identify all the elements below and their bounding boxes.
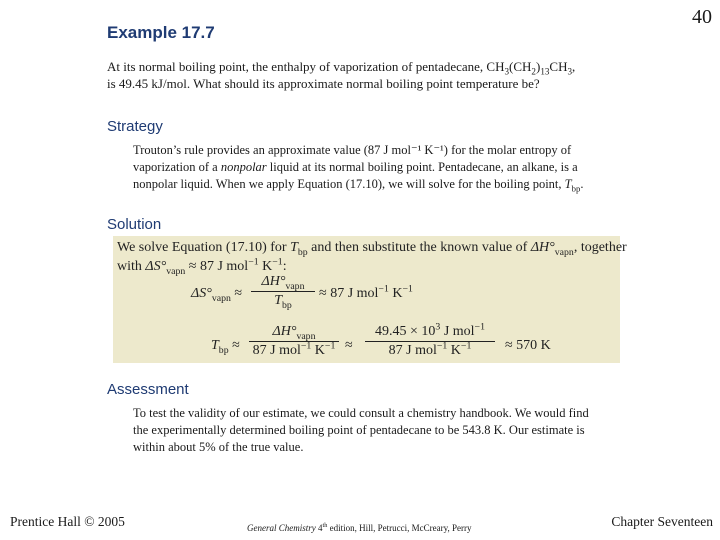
solution-heading: Solution — [107, 216, 162, 233]
footer-copyright: Prentice Hall © 2005 — [10, 514, 125, 529]
denominator-text: K — [311, 343, 325, 358]
fraction-bar — [365, 341, 495, 342]
problem-text: (CH — [509, 59, 532, 74]
tbp-symbol: T — [564, 177, 572, 191]
subscript: bp — [297, 246, 308, 258]
eq1-lhs — [191, 286, 242, 302]
strategy-text-part: Trouton’s rule provides an approximate value (87 J mol⁻¹ K⁻¹) for the molar entropy of vaporization of a — [133, 143, 572, 174]
approx-sign: ≈ — [319, 286, 327, 301]
superscript: 3 — [435, 321, 441, 333]
fraction-numerator — [251, 274, 315, 290]
subscript: bp — [571, 183, 581, 194]
eq2-result: ≈ 570 K — [505, 338, 551, 353]
subscript: 2 — [531, 66, 536, 77]
strategy-text-part: . — [580, 177, 584, 191]
eq1-rhs — [319, 283, 413, 302]
fraction-numerator — [365, 321, 495, 340]
page-number: 40 — [692, 6, 712, 28]
problem-text: ) — [535, 59, 541, 74]
enthalpy-symbol: ΔH° — [261, 274, 286, 289]
intro-text: K — [258, 259, 273, 274]
intro-text: ≈ 87 J mol — [185, 259, 249, 274]
numerator-text: J mol — [440, 324, 475, 339]
subscript: vapn — [166, 265, 186, 277]
eq2-lhs — [211, 338, 240, 354]
superscript: −1 — [272, 256, 283, 268]
entropy-symbol: ΔS° — [191, 286, 212, 301]
fraction-numerator — [249, 324, 339, 340]
problem-text: CH — [549, 59, 568, 74]
numerator-text: 49.45 × 10 — [375, 324, 436, 339]
denominator-text: K — [447, 343, 461, 358]
subscript: vapn — [296, 330, 316, 342]
subscript: 3 — [567, 66, 573, 77]
eq1-fraction — [251, 274, 315, 309]
enthalpy-symbol: ΔH° — [530, 240, 555, 255]
denominator-text: 87 J mol — [388, 343, 437, 358]
subscript: 13 — [540, 66, 550, 77]
intro-text: We solve Equation (17.10) for — [117, 240, 291, 255]
fraction-denominator — [251, 293, 315, 309]
strategy-emphasis: nonpolar — [220, 160, 267, 174]
strategy-text — [133, 142, 613, 193]
intro-text: with — [117, 259, 146, 274]
intro-text: and then substitute the known value of — [307, 240, 531, 255]
approx-sign: ≈ — [232, 338, 240, 353]
entropy-symbol: ΔS° — [145, 259, 167, 274]
fraction-denominator — [249, 340, 339, 359]
superscript: −1 — [248, 256, 259, 268]
subscript: vapn — [554, 246, 574, 258]
eq1-unit: K — [388, 286, 403, 301]
fraction-denominator — [365, 340, 495, 359]
superscript: −1 — [436, 340, 448, 352]
superscript: −1 — [460, 340, 472, 352]
intro-text: : — [282, 259, 287, 274]
superscript: −1 — [474, 321, 485, 333]
tbp-symbol: T — [274, 293, 282, 308]
citation-text: 4 — [315, 523, 323, 533]
problem-text: At its normal boiling point, the enthalpy of vaporization of pentadecane, CH — [107, 59, 505, 74]
problem-text: , — [572, 59, 576, 74]
superscript: th — [322, 522, 328, 529]
subscript: 3 — [504, 66, 510, 77]
denominator-text: 87 J mol — [252, 343, 301, 358]
enthalpy-symbol: ΔH° — [272, 324, 297, 339]
solution-box — [113, 236, 627, 363]
strategy-heading: Strategy — [107, 118, 163, 135]
subscript: bp — [218, 344, 229, 356]
assessment-heading: Assessment — [107, 381, 189, 398]
eq1-value: 87 J mol — [330, 286, 379, 301]
strategy-text-part: liquid at its normal boiling point. Pentadecane, an alkane, is a nonpolar liquid. When we apply Equation (17.10), we will solve for the boiling point, — [133, 160, 578, 191]
citation-text: edition, Hill, Petrucci, McCreary, Perry — [327, 523, 472, 533]
superscript: −1 — [300, 340, 312, 352]
superscript: −1 — [324, 340, 336, 352]
assessment-text: To test the validity of our estimate, we could consult a chemistry handbook. We would find the experimentally determined boiling point of pentadecane to be 543.8 K. Our estimate is within about 5% of the true value. — [133, 406, 589, 454]
book-title: General Chemistry — [247, 523, 316, 533]
tbp-symbol: T — [290, 240, 298, 255]
tbp-symbol: T — [211, 338, 219, 353]
approx-sign: ≈ — [234, 286, 243, 301]
problem-question: is 49.45 kJ/mol. What should its approximate normal boiling point temperature be? — [107, 76, 540, 91]
eq2-fraction-left — [249, 324, 339, 359]
footer-chapter: Chapter Seventeen — [611, 514, 713, 529]
subscript: vapn — [285, 280, 305, 292]
subscript: vapn — [211, 292, 231, 304]
intro-text: , together — [573, 240, 627, 255]
footer-citation — [247, 523, 472, 533]
fraction-bar — [251, 291, 315, 292]
superscript: −1 — [378, 283, 389, 295]
problem-statement — [107, 58, 667, 92]
eq2-fraction-right — [365, 321, 495, 359]
subscript: bp — [282, 299, 292, 311]
superscript: −1 — [402, 283, 413, 295]
approx-sign: ≈ — [345, 338, 353, 353]
solution-intro — [117, 238, 627, 276]
example-title: Example 17.7 — [107, 23, 215, 42]
